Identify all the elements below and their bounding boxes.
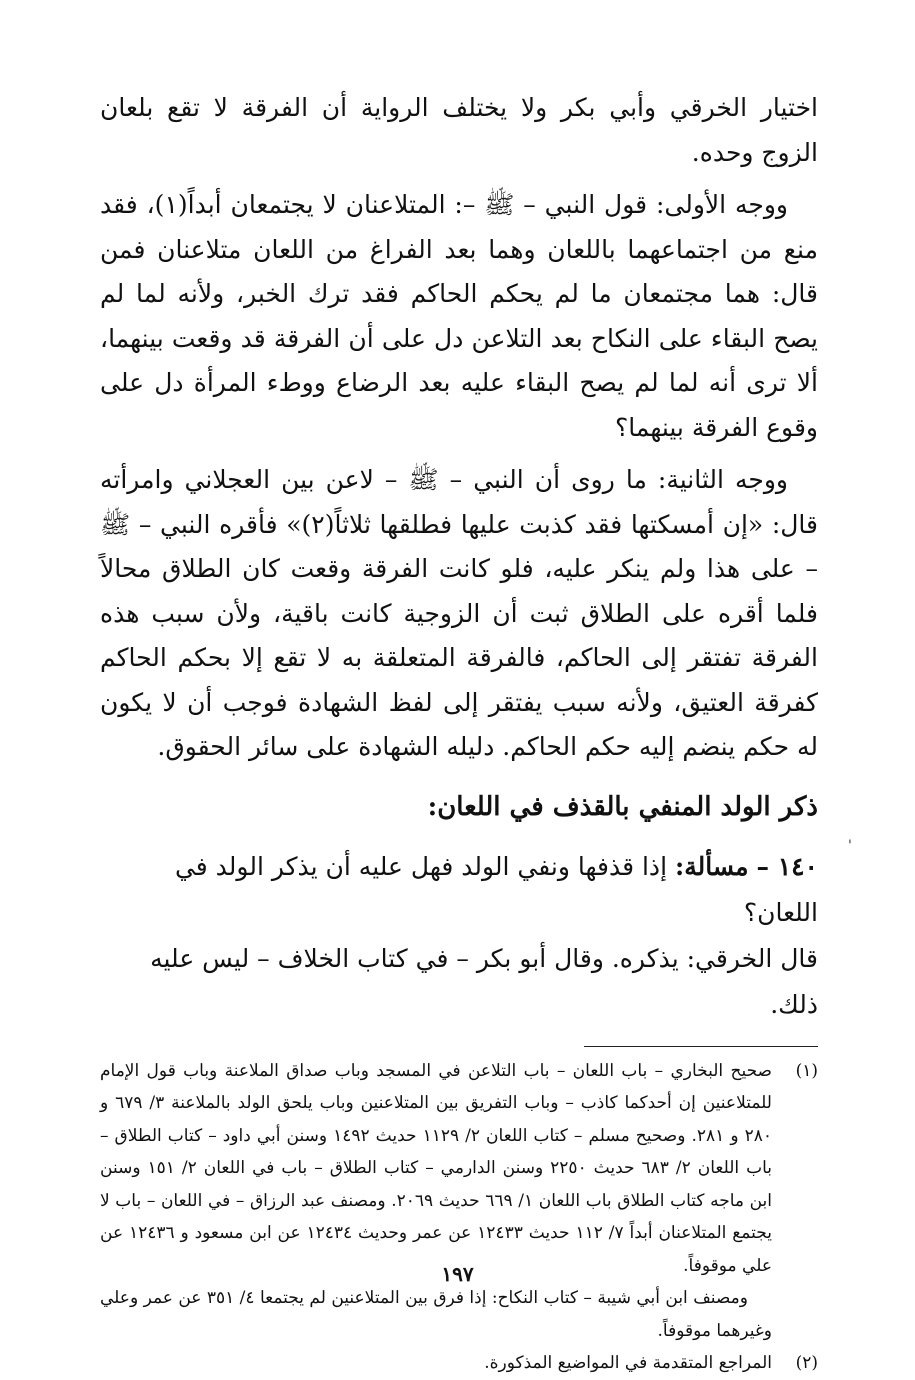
footnote-text: صحيح البخاري – باب اللعان – باب التلاعن في المسجد وباب صداق الملاعنة وباب قول الإمام للمتلاعنين إن أحدكما كاذب – وباب التفريق بين المتلاعنين وباب يلحق الولد بالملاعنة ٣/ ٦٧٩ و ٢٨٠ و ٢٨١. وصحيح مسلم – كتاب اللعان ٢/ ١١٢٩ حديث ١٤٩٢ وسنن أبي داود – كتاب الطلاق – باب اللعان ٢/ ٦٨٣ حديث ٢٢٥٠ وسنن الدارمي – كتاب الطلاق – باب في اللعان ٢/ ١٥١ وسنن ابن ماجه كتاب الطلاق باب اللعان ١/ ٦٦٩ حديث ٢٠٦٩. ومصنف عبد الرزاق – في اللعان – باب لا يجتمع المتلاعنان أبداً ٧/ ١١٢ حديث ١٢٤٣٣ عن عمر وحديث ١٢٤٣٤ عن ابن مسعود و ١٢٤٣٦ عن علي موقوفاً.	[100, 1060, 772, 1276]
footnote-text: المراجع المتقدمة في المواضيع المذكورة.	[484, 1353, 772, 1373]
masala-answer: قال الخرقي: يذكره. وقال أبو بكر – في كتاب الخلاف – ليس عليه ذلك.	[150, 943, 818, 1019]
second-wajh-paragraph: ووجه الثانية: ما روى أن النبي – ﷺ – لاعن بين العجلاني وامرأته قال: «إن أمسكتها فقد كذبت عليها فطلقها ثلاثاً(٢)» فأقره النبي – ﷺ – على هذا ولم ينكر عليه، فلو كانت الفرقة وقعت كان الطلاق محالاً فلما أقره على الطلاق ثبت أن الزوجية كانت باقية، ولأن سبب هذه الفرقة تفتقر إلى الحاكم، فالفرقة المتعلقة به لا تقع إلا بحكم الحاكم كفرقة العتيق، ولأنه سبب يفتقر إلى لفظ الشهادة فوجب أن لا يكون له حكم ينضم إليه حكم الحاكم. دليله الشهادة على سائر الحقوق.	[100, 465, 819, 761]
footnotes	[100, 1055, 818, 1380]
masala-label: مسألة:	[674, 851, 749, 881]
margin-mark: '	[848, 838, 852, 854]
intro-paragraph: اختيار الخرقي وأبي بكر ولا يختلف الرواية أن الفرقة لا تقع بلعان الزوج وحده.	[100, 93, 818, 167]
footnote-number: (١)	[795, 1060, 818, 1081]
footnote-number: (٢)	[795, 1353, 818, 1373]
masala-number: ١٤٠ –	[756, 851, 818, 881]
page-number: ١٩٧	[441, 1262, 474, 1286]
footnote-separator	[584, 1046, 818, 1047]
footnote-1-continuation: ومصنف ابن أبي شيبة – كتاب النكاح: إذا فرق بين المتلاعنين لم يجتمعا ٤/ ٣٥١ عن عمر وعلي وغيرهما موقوفاً.	[100, 1288, 772, 1341]
footnote-2	[100, 1347, 818, 1380]
first-wajh-paragraph: ووجه الأولى: قول النبي – ﷺ –: المتلاعنان لا يجتمعان أبداً(١)، فقد منع من اجتماعهما باللعان وهما بعد الفراغ من اللعان متلاعنان فمن قال: هما مجتمعان ما لم يحكم الحاكم فقد ترك الخبر، ولأنه لما لم يصح البقاء على النكاح بعد التلاعن دل على أن الفرقة قد وقعت بينهما، ألا ترى أنه لما لم يصح البقاء عليه بعد الرضاع ووطء المرأة دل على وقوع الفرقة بينهما؟	[100, 190, 818, 442]
masala-question	[100, 844, 818, 936]
page-content	[100, 86, 818, 1380]
section-heading: ذكر الولد المنفي بالقذف في اللعان:	[427, 791, 818, 822]
footnote-1	[100, 1055, 818, 1283]
masala-question-text: إذا قذفها ونفي الولد فهل عليه أن يذكر الولد في اللعان؟	[174, 851, 818, 927]
